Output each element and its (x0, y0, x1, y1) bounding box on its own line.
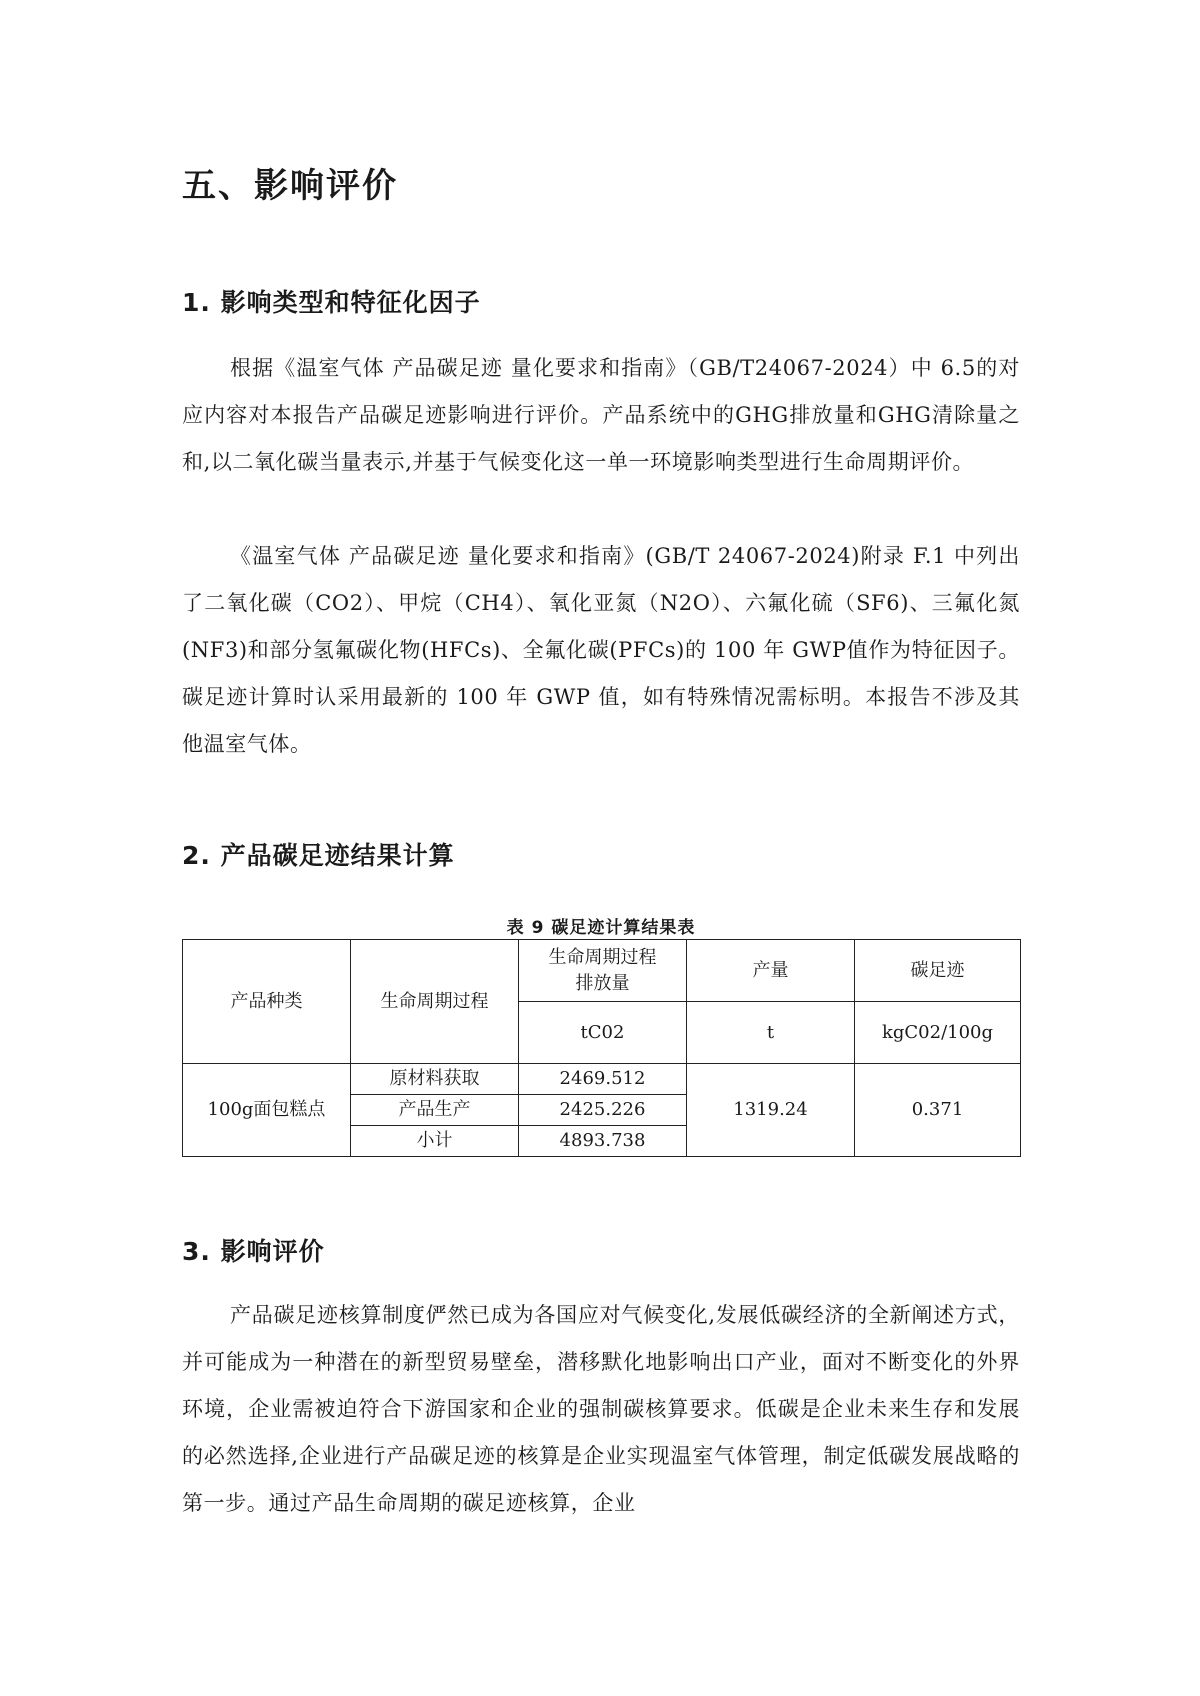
process-cell: 原材料获取 (351, 1064, 519, 1095)
emission-cell: 2469.512 (519, 1064, 687, 1095)
document-page (182, 0, 1020, 1696)
header-emission: 生命周期过程排放量 (519, 940, 687, 1002)
unit-emission: tC02 (519, 1002, 687, 1064)
emission-cell: 4893.738 (519, 1126, 687, 1157)
chapter-title: 五、影响评价 (182, 166, 398, 206)
section-1-paragraph-1: 根据《温室气体 产品碳足迹 量化要求和指南》（GB/T24067-2024）中 6.5的对应内容对本报告产品碳足迹影响进行评价。产品系统中的GHG排放量和GHG清除量之和,以二氧化碳当量表示,并基于气候变化这一单一环境影响类型进行生命周期评价。 (182, 356, 1020, 474)
section-3-paragraph-1: 产品碳足迹核算制度俨然已成为各国应对气候变化,发展低碳经济的全新阐述方式，并可能成为一种潜在的新型贸易壁垒，潜移默化地影响出口产业，面对不断变化的外界环境，企业需被迫符合下游国家和企业的强制碳核算要求。低碳是企业未来生存和发展的必然选择,企业进行产品碳足迹的核算是企业实现温室气体管理，制定低碳发展战略的第一步。通过产品生命周期的碳足迹核算，企业 (182, 1303, 1020, 1515)
header-output: 产量 (687, 940, 855, 1002)
unit-footprint: kgC02/100g (855, 1002, 1021, 1064)
section-1-title: 1. 影响类型和特征化因子 (182, 288, 481, 317)
unit-output: t (687, 1002, 855, 1064)
header-lifecycle-process: 生命周期过程 (351, 940, 519, 1064)
carbon-footprint-table (182, 939, 1021, 1157)
process-cell: 小计 (351, 1126, 519, 1157)
product-name-cell: 100g面包糕点 (183, 1064, 351, 1157)
header-footprint: 碳足迹 (855, 940, 1021, 1002)
section-1-paragraph-2: 《温室气体 产品碳足迹 量化要求和指南》(GB/T 24067-2024)附录 F.1 中列出了二氧化碳（CO2）、甲烷（CH4）、氧化亚氮（N2O）、六氟化硫（SF6)、三氟化氮(NF3)和部分氢氟碳化物(HFCs)、全氟化碳(PFCs)的 100 年 GWP值作为特征因子。碳足迹计算时认采用最新的 100 年 GWP 值，如有特殊情况需标明。本报告不涉及其他温室气体。 (182, 544, 1020, 756)
table-caption: 表 9 碳足迹计算结果表 (506, 918, 696, 938)
footprint-value-cell: 0.371 (855, 1064, 1021, 1157)
header-product-type: 产品种类 (183, 940, 351, 1064)
table-row (183, 1064, 1021, 1095)
section-3-title: 3. 影响评价 (182, 1237, 325, 1266)
output-value-cell: 1319.24 (687, 1064, 855, 1157)
section-2-title: 2. 产品碳足迹结果计算 (182, 841, 455, 870)
process-cell: 产品生产 (351, 1095, 519, 1126)
emission-cell: 2425.226 (519, 1095, 687, 1126)
